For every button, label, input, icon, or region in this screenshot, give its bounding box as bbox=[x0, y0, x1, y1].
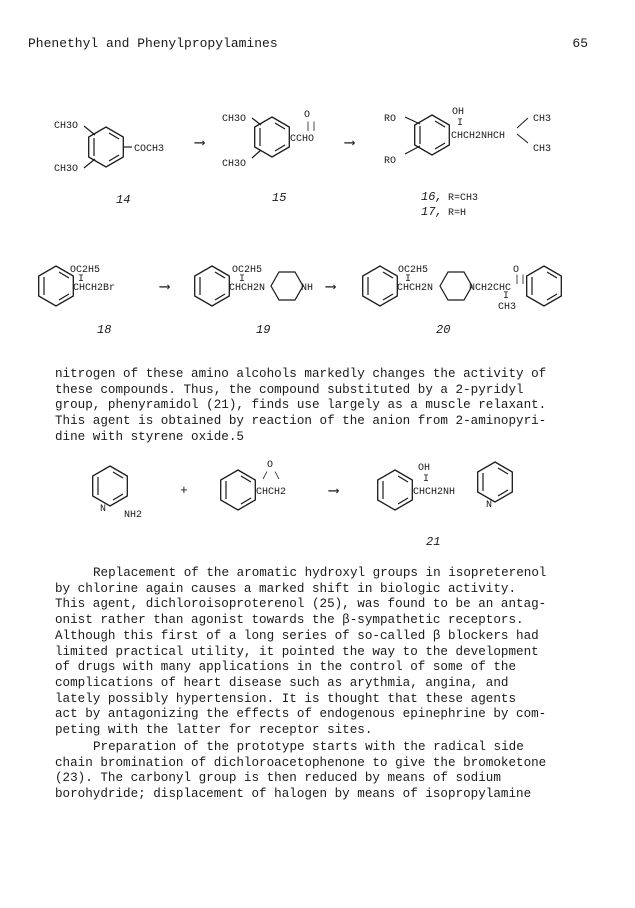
substituent-methoxy-2: CH3O bbox=[222, 159, 247, 170]
epoxide-oxygen: O bbox=[267, 460, 274, 471]
side-chain: CHCH2NHCH bbox=[451, 131, 506, 142]
ring-nitrogen: N bbox=[100, 504, 107, 515]
reaction-arrow-icon: ⟶ bbox=[160, 279, 170, 296]
substituent-methoxy-2: CH3O bbox=[54, 164, 79, 175]
amide-chain: NCH2CHC bbox=[469, 283, 512, 294]
benzene-ring-icon bbox=[221, 470, 256, 510]
paragraph-phenyramidol bbox=[55, 367, 565, 446]
r-definition: R=H bbox=[448, 208, 467, 219]
ethoxy: OC2H5 bbox=[70, 265, 101, 276]
piperazine-ring-icon bbox=[440, 272, 472, 300]
reaction-arrow-icon: ⟶ bbox=[195, 135, 205, 152]
benzene-ring-icon bbox=[39, 266, 74, 306]
compound-number: 16, bbox=[421, 190, 443, 204]
single-bond: I bbox=[457, 118, 464, 129]
oxo-atom: O bbox=[513, 265, 520, 276]
substituent-methoxy-1: CH3O bbox=[54, 121, 79, 132]
epoxide-bonds: / \ bbox=[262, 472, 281, 483]
benzene-ring-icon bbox=[415, 115, 450, 155]
methyl-1: CH3 bbox=[533, 114, 552, 125]
text-line: these compounds. Thus, the compound substituted by a 2-pyridyl bbox=[55, 382, 524, 397]
ethoxy: OC2H5 bbox=[232, 265, 263, 276]
text-line: by chlorine again causes a marked shift in biologic activity. bbox=[55, 581, 517, 596]
benzene-ring-icon bbox=[89, 127, 124, 167]
oxo-atom: O bbox=[304, 110, 311, 121]
substituent-alkoxy-2: RO bbox=[384, 156, 397, 167]
compound-number: 19 bbox=[256, 323, 271, 337]
compound-number: 18 bbox=[97, 323, 112, 337]
compound-19 bbox=[195, 265, 313, 337]
text-line: Preparation of the prototype starts with the radical side bbox=[93, 740, 524, 754]
single-bond: I bbox=[423, 474, 430, 485]
r-definition: R=CH3 bbox=[448, 193, 479, 204]
text-line: borohydride; displacement of halogen by means of isopropylamine bbox=[55, 787, 532, 802]
text-line: act by antagonizing the effects of endogenous epinephrine by com- bbox=[55, 707, 547, 722]
single-bond: I bbox=[78, 274, 85, 285]
double-bond: || bbox=[514, 275, 527, 286]
hydroxyl: OH bbox=[452, 107, 465, 118]
text-line: (23). The carbonyl group is then reduced by means of sodium bbox=[55, 771, 501, 786]
text-line: limited practical utility, it pointed the way to the development bbox=[55, 644, 539, 659]
reaction-arrow-icon: ⟶ bbox=[326, 279, 336, 296]
text-line: complications of heart disease such as arythmia, angina, and bbox=[55, 675, 509, 690]
epoxide-chain: CHCH2 bbox=[256, 487, 287, 498]
pyridine-ring-icon bbox=[478, 462, 513, 502]
side-chain: CHCH2Br bbox=[73, 283, 116, 294]
ethoxy: OC2H5 bbox=[398, 265, 429, 276]
double-bond: || bbox=[305, 122, 318, 133]
benzene-ring-icon bbox=[527, 266, 562, 306]
text-line: Although this first of a long series of so-called β blockers had bbox=[55, 628, 539, 643]
hydroxyl: OH bbox=[418, 463, 431, 474]
compound-number: 20 bbox=[436, 323, 451, 337]
single-bond: I bbox=[405, 274, 412, 285]
text-line: group, phenyramidol (21), finds use largely as a muscle relaxant. bbox=[55, 398, 547, 413]
piperazine-ring-icon bbox=[271, 272, 303, 300]
text-line: of drugs with many applications in the control of some of the bbox=[55, 660, 517, 675]
substituent-alkoxy-1: RO bbox=[384, 114, 397, 125]
text-line: peting with the latter for receptor sites. bbox=[55, 723, 373, 738]
benzene-ring-icon bbox=[363, 266, 398, 306]
pyridine-ring-icon bbox=[93, 466, 128, 506]
side-chain: CHCH2N bbox=[397, 283, 434, 294]
compound-number: 17, bbox=[421, 205, 443, 219]
text-line: dine with styrene oxide.5 bbox=[55, 429, 244, 444]
compound-18 bbox=[39, 265, 115, 337]
running-title: Phenethyl and Phenylpropylamines bbox=[28, 36, 278, 51]
methyl: CH3 bbox=[498, 302, 517, 313]
glyoxal-group: CCHO bbox=[290, 134, 315, 145]
compound-21 bbox=[378, 462, 513, 549]
styrene-oxide bbox=[221, 460, 286, 510]
paragraph-dichloroisoproterenol bbox=[55, 566, 565, 739]
aminopyridine bbox=[93, 466, 142, 521]
compound-14 bbox=[54, 121, 164, 207]
text-line: This agent is obtained by reaction of the anion from 2-aminopyri- bbox=[55, 414, 547, 429]
reaction-arrow-icon: ⟶ bbox=[329, 483, 339, 500]
compound-15 bbox=[222, 110, 317, 205]
compound-20 bbox=[363, 265, 562, 337]
text-line: This agent, dichloroisoproterenol (25), was found to be an antag- bbox=[55, 597, 547, 612]
single-bond: I bbox=[239, 274, 246, 285]
text-line: lately possibly hypertension. It is thought that these agents bbox=[55, 691, 517, 706]
compound-16-17 bbox=[384, 107, 551, 219]
methyl-2: CH3 bbox=[533, 144, 552, 155]
side-chain: CHCH2NH bbox=[413, 487, 456, 498]
substituent-methoxy-1: CH3O bbox=[222, 114, 247, 125]
paragraph-preparation bbox=[55, 740, 565, 803]
compound-number: 21 bbox=[426, 535, 441, 549]
compound-number: 15 bbox=[272, 191, 287, 205]
amino-group: NH2 bbox=[124, 510, 143, 521]
page-number: 65 bbox=[572, 36, 588, 51]
compound-number: 14 bbox=[116, 193, 131, 207]
plus-sign: + bbox=[180, 483, 188, 498]
acetyl-group: COCH3 bbox=[134, 144, 165, 155]
single-bond: I bbox=[503, 291, 510, 302]
text-line: Replacement of the aromatic hydroxyl groups in isopreterenol bbox=[93, 566, 547, 580]
text-line: chain bromination of dichloroacetophenone to give the bromoketone bbox=[55, 755, 547, 770]
text-line: onist rather than agonist towards the β-sympathetic receptors. bbox=[55, 613, 524, 628]
benzene-ring-icon bbox=[195, 266, 230, 306]
ring-nitrogen: N bbox=[486, 500, 493, 511]
side-chain: CHCH2N bbox=[229, 283, 266, 294]
reaction-arrow-icon: ⟶ bbox=[345, 135, 355, 152]
text-line: nitrogen of these amino alcohols markedly changes the activity of bbox=[55, 367, 547, 381]
amine: NH bbox=[301, 283, 314, 294]
benzene-ring-icon bbox=[378, 470, 413, 510]
